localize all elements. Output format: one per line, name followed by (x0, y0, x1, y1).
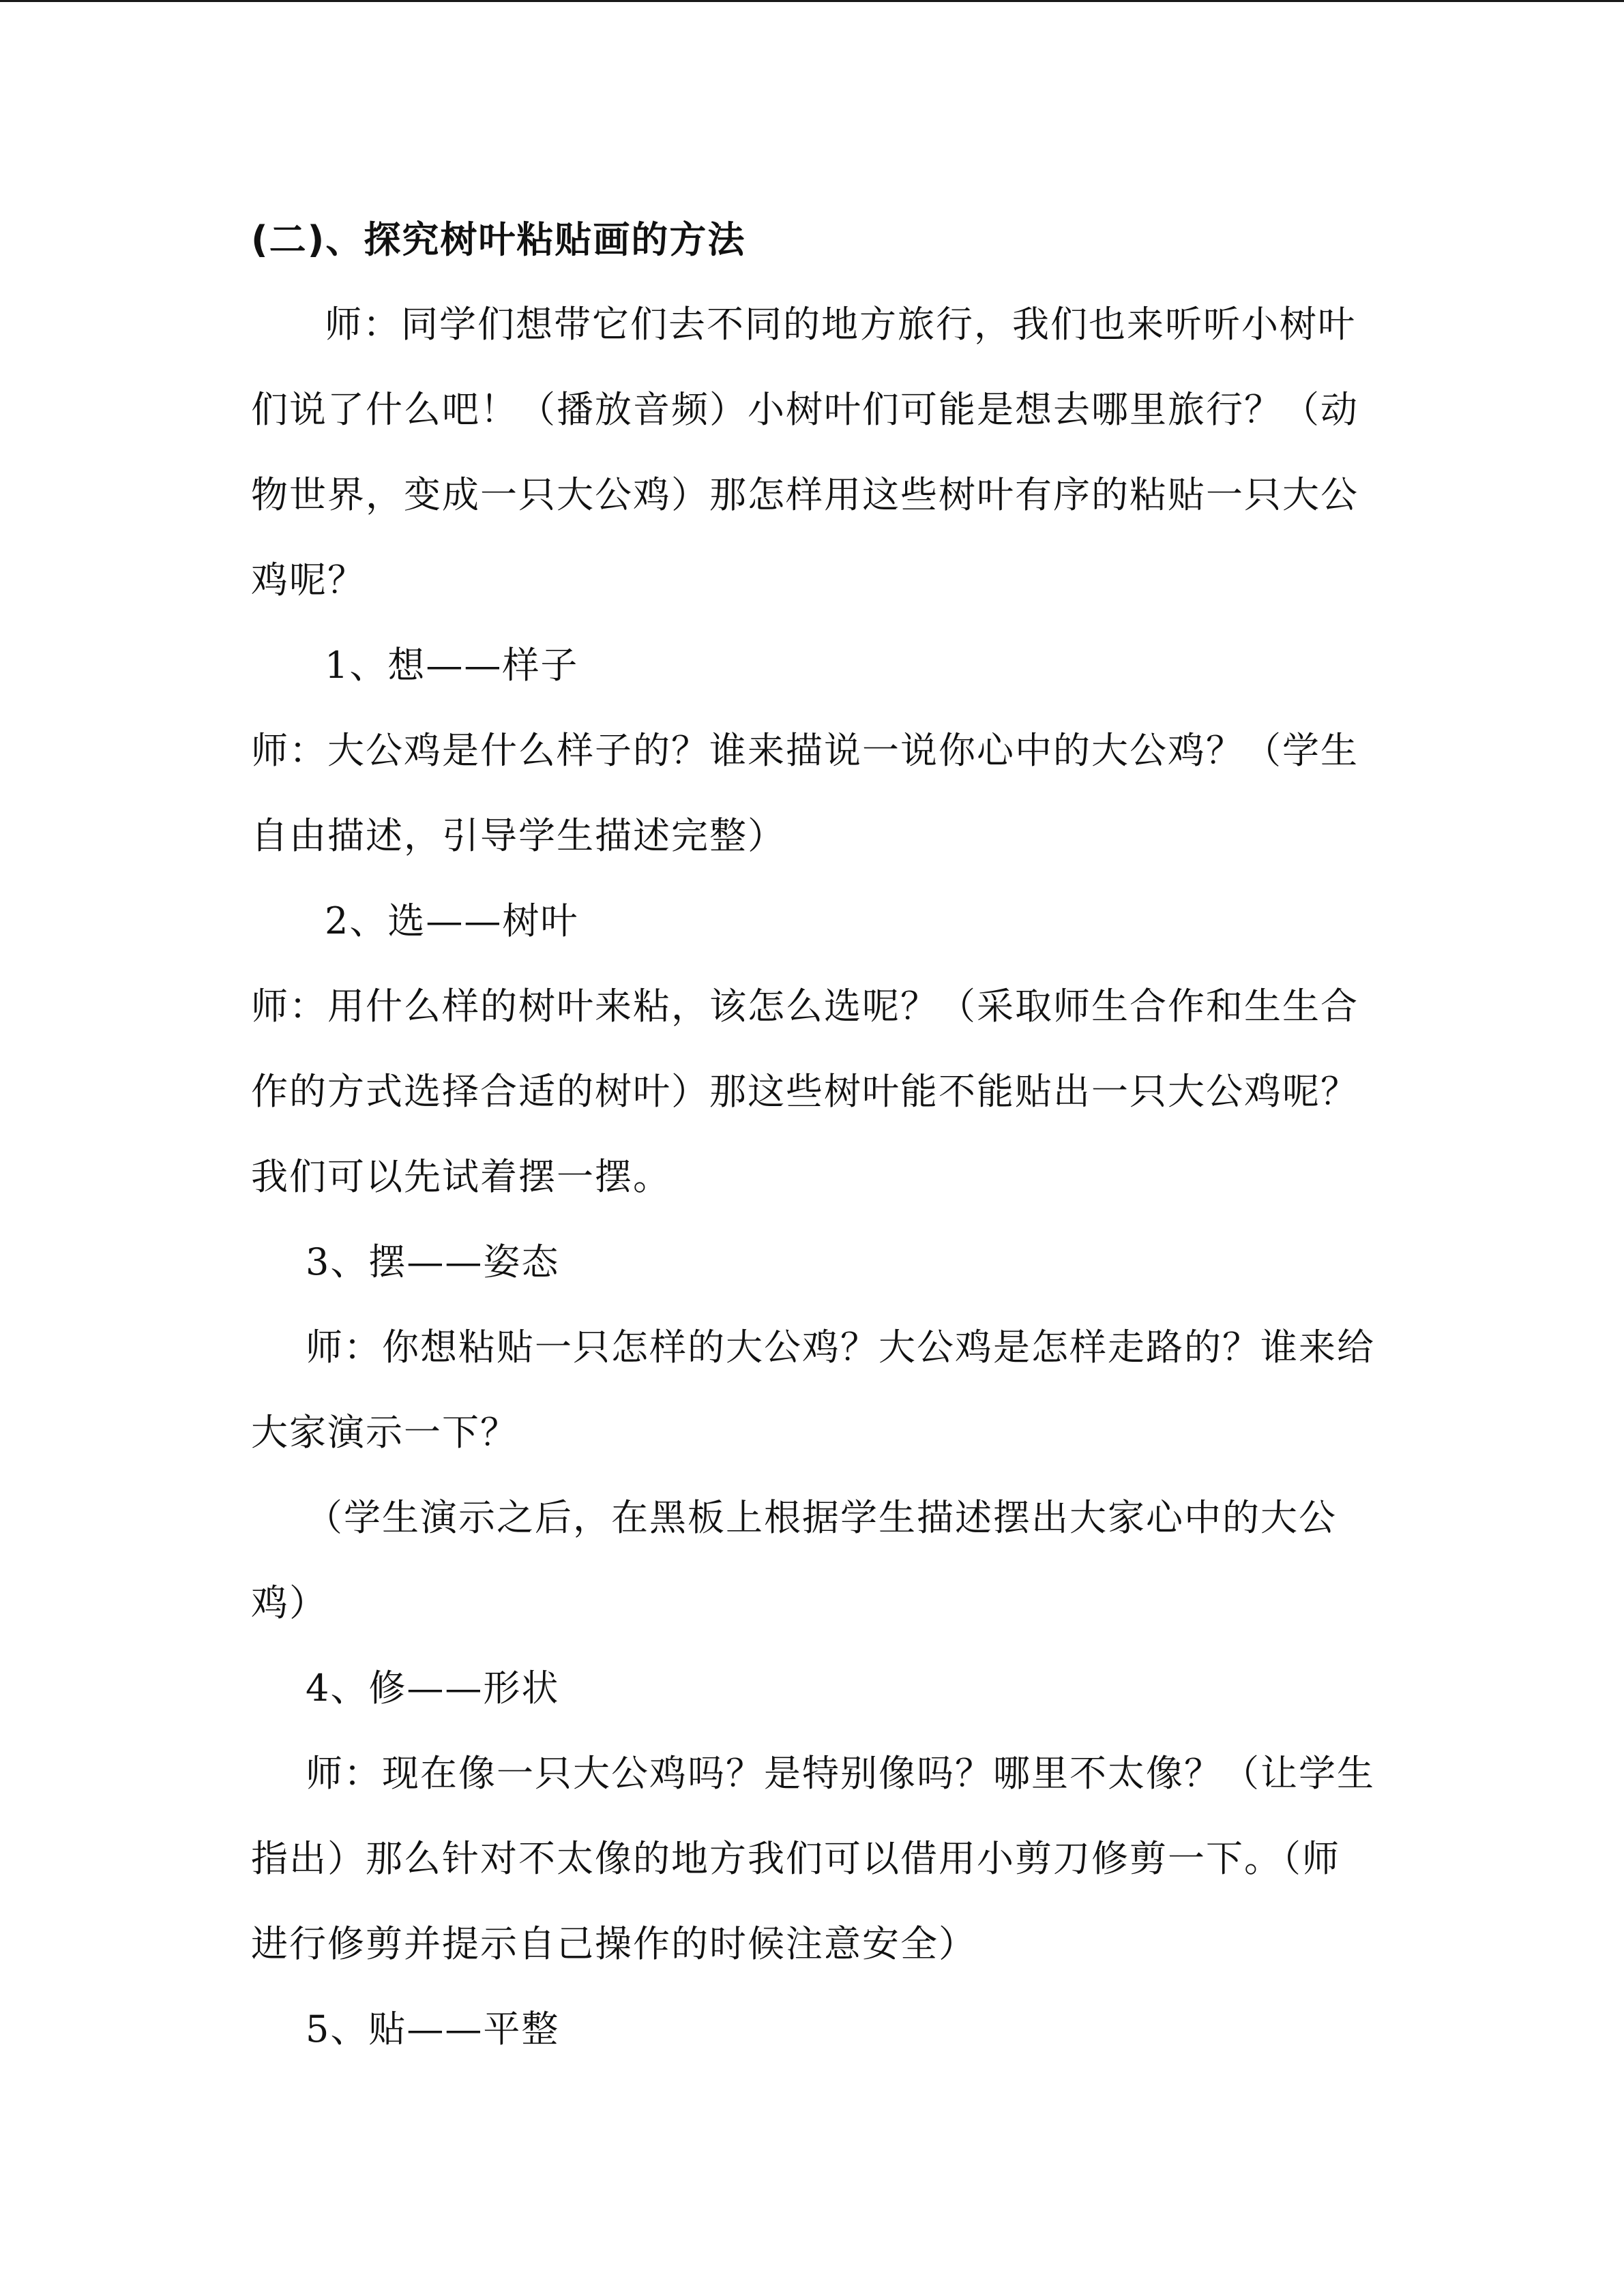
paragraph-line-1: 师：同学们想带它们去不同的地方旅行，我们也来听听小树叶 (325, 303, 1356, 346)
paragraph-line-14: 师：现在像一只大公鸡吗？是特别像吗？哪里不太像？（让学生 (306, 1752, 1375, 1795)
paragraph-line-15: 指出）那么针对不太像的地方我们可以借用小剪刀修剪一下。（师 (251, 1837, 1340, 1880)
paragraph-line-5: 师：大公鸡是什么样子的？谁来描说一说你心中的大公鸡？（学生 (251, 729, 1359, 772)
section-heading: (二)、探究树叶粘贴画的方法 (251, 218, 746, 261)
paragraph-line-12: （学生演示之后，在黑板上根据学生描述摆出大家心中的大公 (306, 1496, 1337, 1539)
step-heading-2: 2、选——树叶 (325, 899, 579, 942)
paragraph-line-13: 鸡） (251, 1581, 327, 1624)
paragraph-line-8: 作的方式选择合适的树叶）那这些树叶能不能贴出一只大公鸡呢？ (251, 1070, 1359, 1113)
paragraph-line-7: 师：用什么样的树叶来粘，该怎么选呢？（采取师生合作和生生合 (251, 985, 1359, 1028)
step-heading-5: 5、贴——平整 (306, 2008, 560, 2051)
paragraph-line-2: 们说了什么吧！（播放音频）小树叶们可能是想去哪里旅行？（动 (251, 388, 1359, 431)
paragraph-line-4: 鸡呢？ (251, 558, 366, 601)
paragraph-line-6: 自由描述，引导学生描述完整） (251, 814, 786, 857)
step-heading-4: 4、修——形状 (306, 1667, 560, 1710)
step-heading-3: 3、摆——姿态 (306, 1240, 560, 1283)
step-heading-1: 1、想——样子 (325, 644, 579, 687)
paragraph-line-9: 我们可以先试着摆一摆。 (251, 1155, 671, 1198)
paragraph-line-3: 物世界，变成一只大公鸡）那怎样用这些树叶有序的粘贴一只大公 (251, 473, 1359, 516)
paragraph-line-11: 大家演示一下？ (251, 1411, 518, 1454)
paragraph-line-10: 师：你想粘贴一只怎样的大公鸡？大公鸡是怎样走路的？谁来给 (306, 1326, 1375, 1369)
paragraph-line-16: 进行修剪并提示自己操作的时候注意安全） (251, 1922, 977, 1965)
